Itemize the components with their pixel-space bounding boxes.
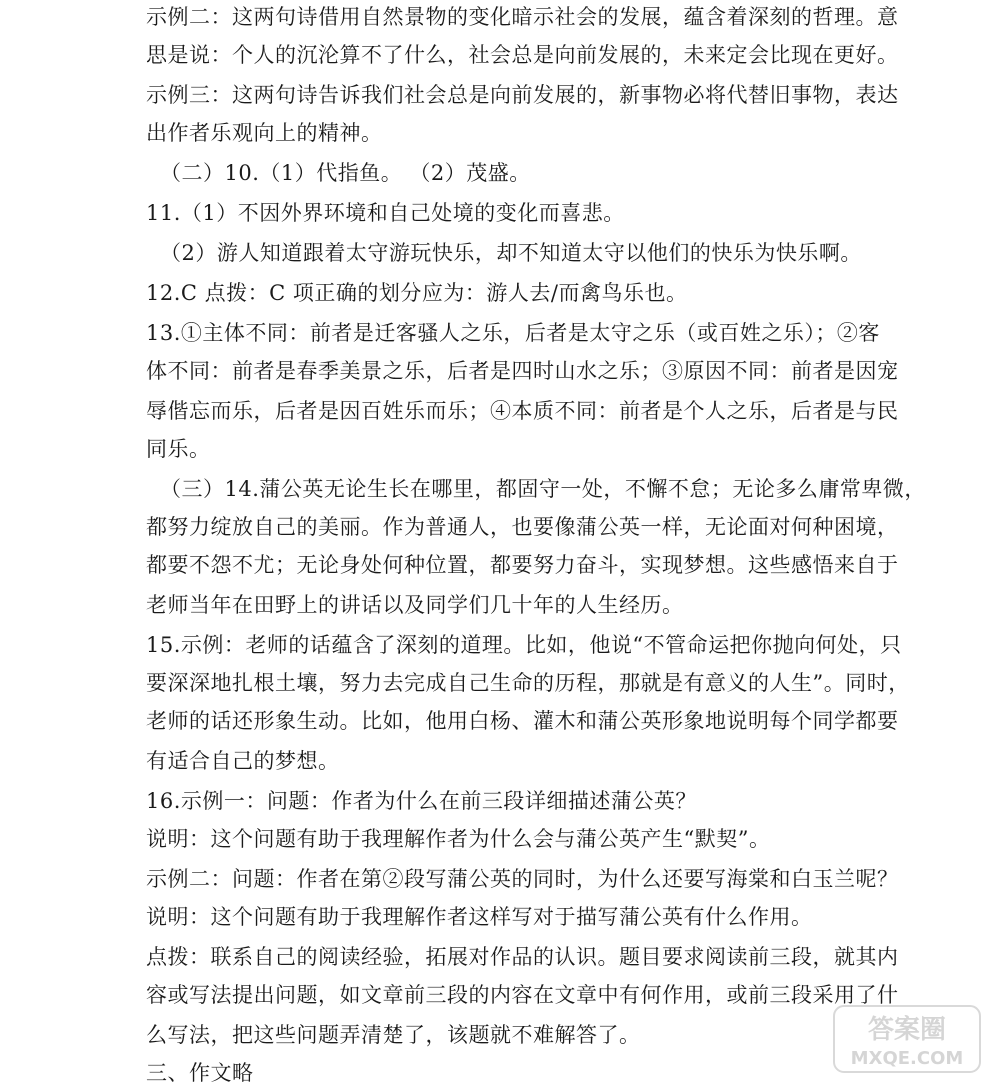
text-line: （二）10.（1）代指鱼。 （2）茂盛。 — [160, 161, 531, 185]
text-line: 点拨：联系自己的阅读经验，拓展对作品的认识。题目要求阅读前三段，就其内 — [146, 945, 899, 969]
watermark-top-text: 答案圈 — [867, 1015, 947, 1045]
text-line: 12.C 点拨：C 项正确的划分应为：游人去/而禽鸟乐也。 — [146, 281, 688, 305]
text-line: 思是说：个人的沉沦算不了什么，社会总是向前发展的，未来定会比现在更好。 — [146, 43, 899, 67]
text-line: 有适合自己的梦想。 — [146, 749, 340, 773]
text-line: 容或写法提出问题，如文章前三段的内容在文章中有何作用，或前三段采用了什 — [146, 983, 899, 1007]
watermark-bottom-text: MXQE.COM — [850, 1048, 964, 1069]
watermark-logo — [832, 1004, 982, 1074]
text-line: 三、作文略 — [146, 1061, 254, 1085]
text-line: 11.（1）不因外界环境和自己处境的变化而喜悲。 — [146, 201, 625, 225]
text-line: 出作者乐观向上的精神。 — [146, 121, 383, 145]
text-line: 同乐。 — [146, 437, 211, 461]
text-line: 示例三：这两句诗告诉我们社会总是向前发展的，新事物必将代替旧事物，表达 — [146, 83, 899, 107]
text-line: （2）游人知道跟着太守游玩快乐，却不知道太守以他们的快乐为快乐啊。 — [160, 241, 862, 265]
text-line: 13.①主体不同：前者是迁客骚人之乐，后者是太守之乐（或百姓之乐）；②客 — [146, 321, 880, 345]
text-line: 辱偕忘而乐，后者是因百姓乐而乐；④本质不同：前者是个人之乐，后者是与民 — [146, 399, 899, 423]
text-line: 老师的话还形象生动。比如，他用白杨、灌木和蒲公英形象地说明每个同学都要 — [146, 709, 899, 733]
text-line: 都要不怨不尤；无论身处何种位置，都要努力奋斗，实现梦想。这些感悟来自于 — [146, 553, 899, 577]
text-line: 示例二：问题：作者在第②段写蒲公英的同时，为什么还要写海棠和白玉兰呢？ — [146, 867, 899, 891]
text-line: 15.示例：老师的话蕴含了深刻的道理。比如，他说“不管命运把你抛向何处，只 — [146, 633, 902, 657]
text-line: 要深深地扎根土壤，努力去完成自己生命的历程，那就是有意义的人生”。同时， — [146, 671, 910, 695]
watermark-logo-icon — [832, 1004, 982, 1074]
text-line: 体不同：前者是春季美景之乐，后者是四时山水之乐；③原因不同：前者是因宠 — [146, 359, 899, 383]
text-line: 么写法，把这些问题弄清楚了，该题就不难解答了。 — [146, 1023, 641, 1047]
text-line: 说明：这个问题有助于我理解作者这样写对于描写蒲公英有什么作用。 — [146, 905, 813, 929]
text-line: （三）14.蒲公英无论生长在哪里，都固守一处，不懈不怠；无论多么庸常卑微， — [160, 477, 926, 501]
text-line: 老师当年在田野上的讲话以及同学们几十年的人生经历。 — [146, 593, 684, 617]
text-line: 示例二：这两句诗借用自然景物的变化暗示社会的发展，蕴含着深刻的哲理。意 — [146, 5, 899, 29]
text-line: 都努力绽放自己的美丽。作为普通人，也要像蒲公英一样，无论面对何种困境， — [146, 515, 899, 539]
text-line: 说明：这个问题有助于我理解作者为什么会与蒲公英产生“默契”。 — [146, 827, 771, 851]
text-line: 16.示例一：问题：作者为什么在前三段详细描述蒲公英？ — [146, 789, 697, 813]
